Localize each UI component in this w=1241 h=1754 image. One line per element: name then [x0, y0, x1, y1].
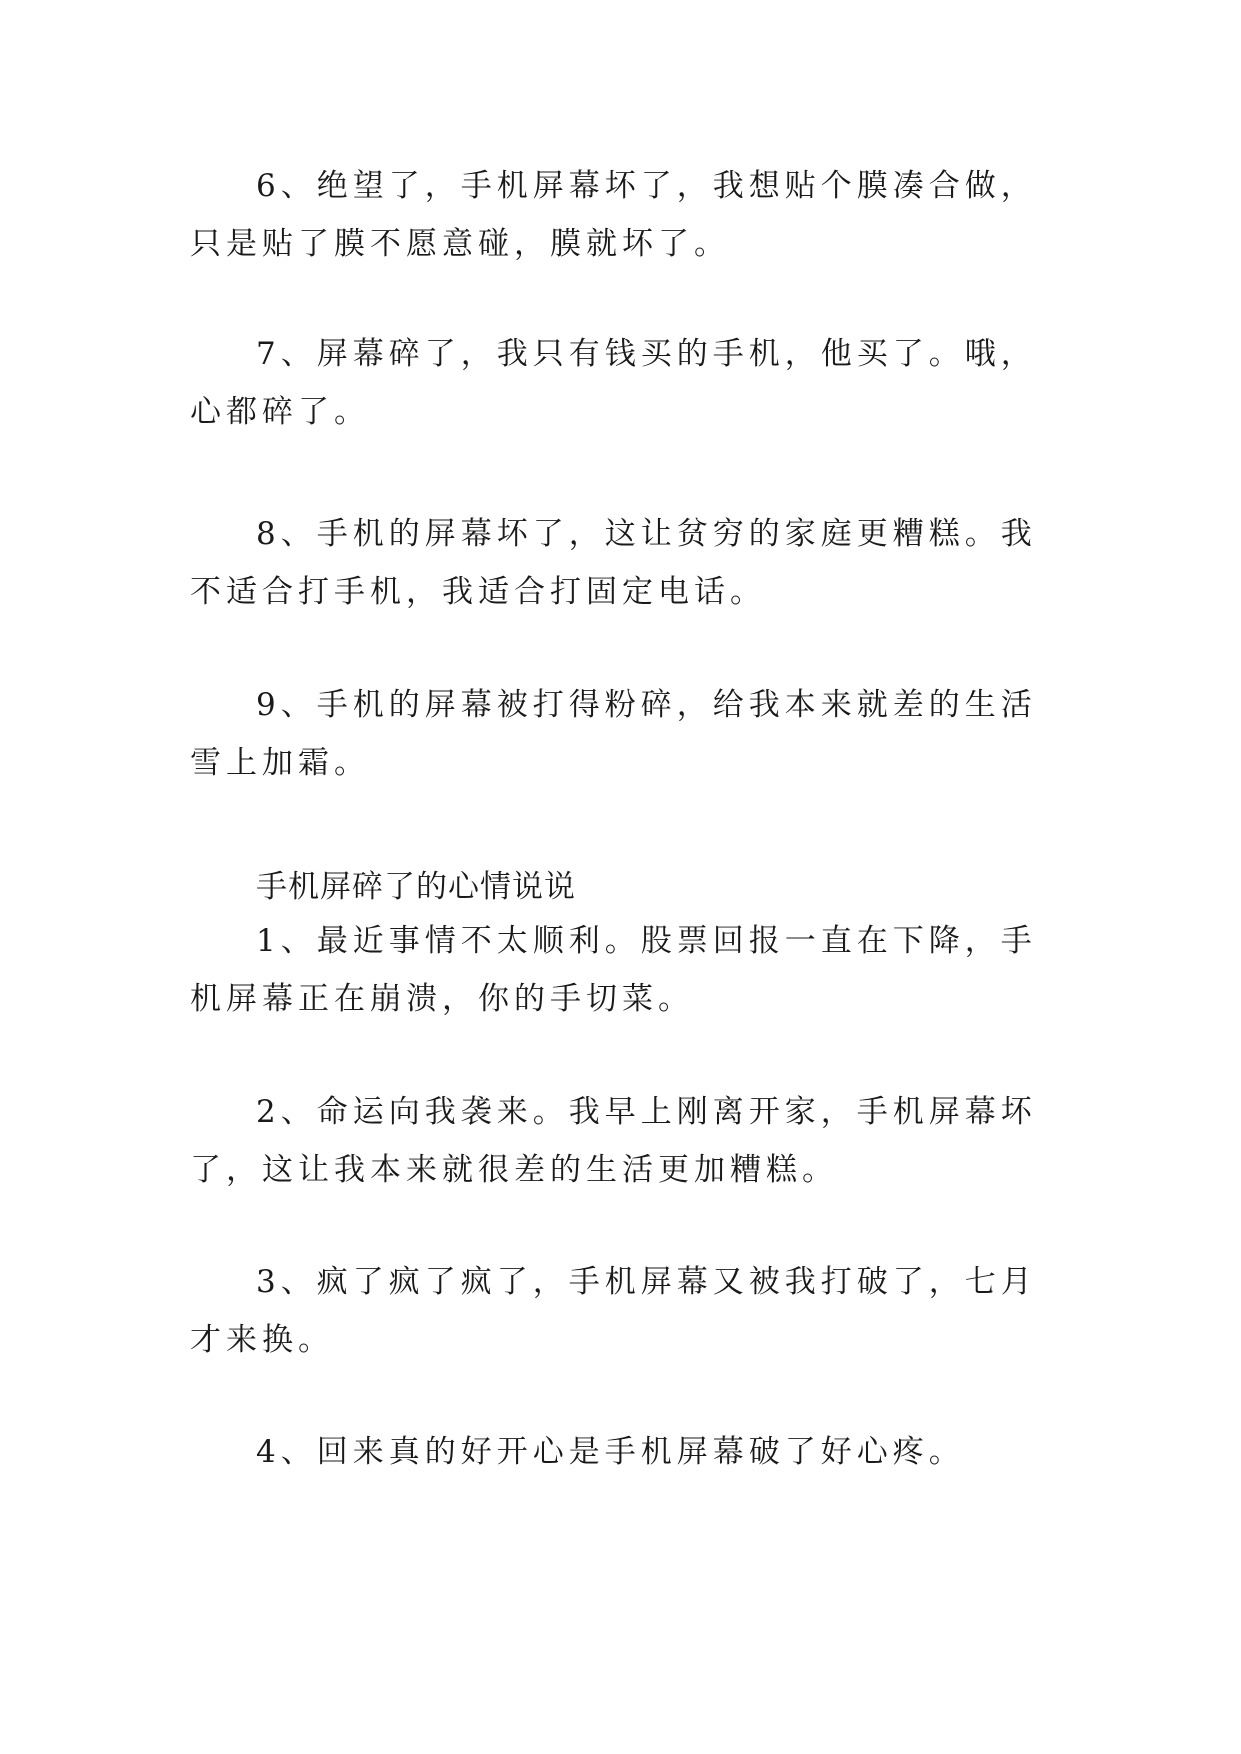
paragraph-6: 6、绝望了，手机屏幕坏了，我想贴个膜凑合做，只是贴了膜不愿意碰，膜就坏了。	[190, 168, 1037, 262]
paragraph-1: 1、最近事情不太顺利。股票回报一直在下降，手机屏幕正在崩溃，你的手切菜。	[190, 923, 1037, 1017]
paragraph-9: 9、手机的屏幕被打得粉碎，给我本来就差的生活雪上加霜。	[190, 687, 1037, 781]
paragraph-7: 7、屏幕碎了，我只有钱买的手机，他买了。哦，心都碎了。	[190, 336, 1037, 430]
paragraph-3: 3、疯了疯了疯了，手机屏幕又被我打破了，七月才来换。	[190, 1264, 1037, 1358]
paragraph-4: 4、回来真的好开心是手机屏幕破了好心疼。	[256, 1434, 965, 1470]
paragraph-8: 8、手机的屏幕坏了，这让贫穷的家庭更糟糕。我不适合打手机，我适合打固定电话。	[190, 516, 1037, 610]
paragraph-2: 2、命运向我袭来。我早上刚离开家，手机屏幕坏了，这让我本来就很差的生活更加糟糕。	[190, 1094, 1037, 1188]
section-heading: 手机屏碎了的心情说说	[256, 869, 576, 905]
